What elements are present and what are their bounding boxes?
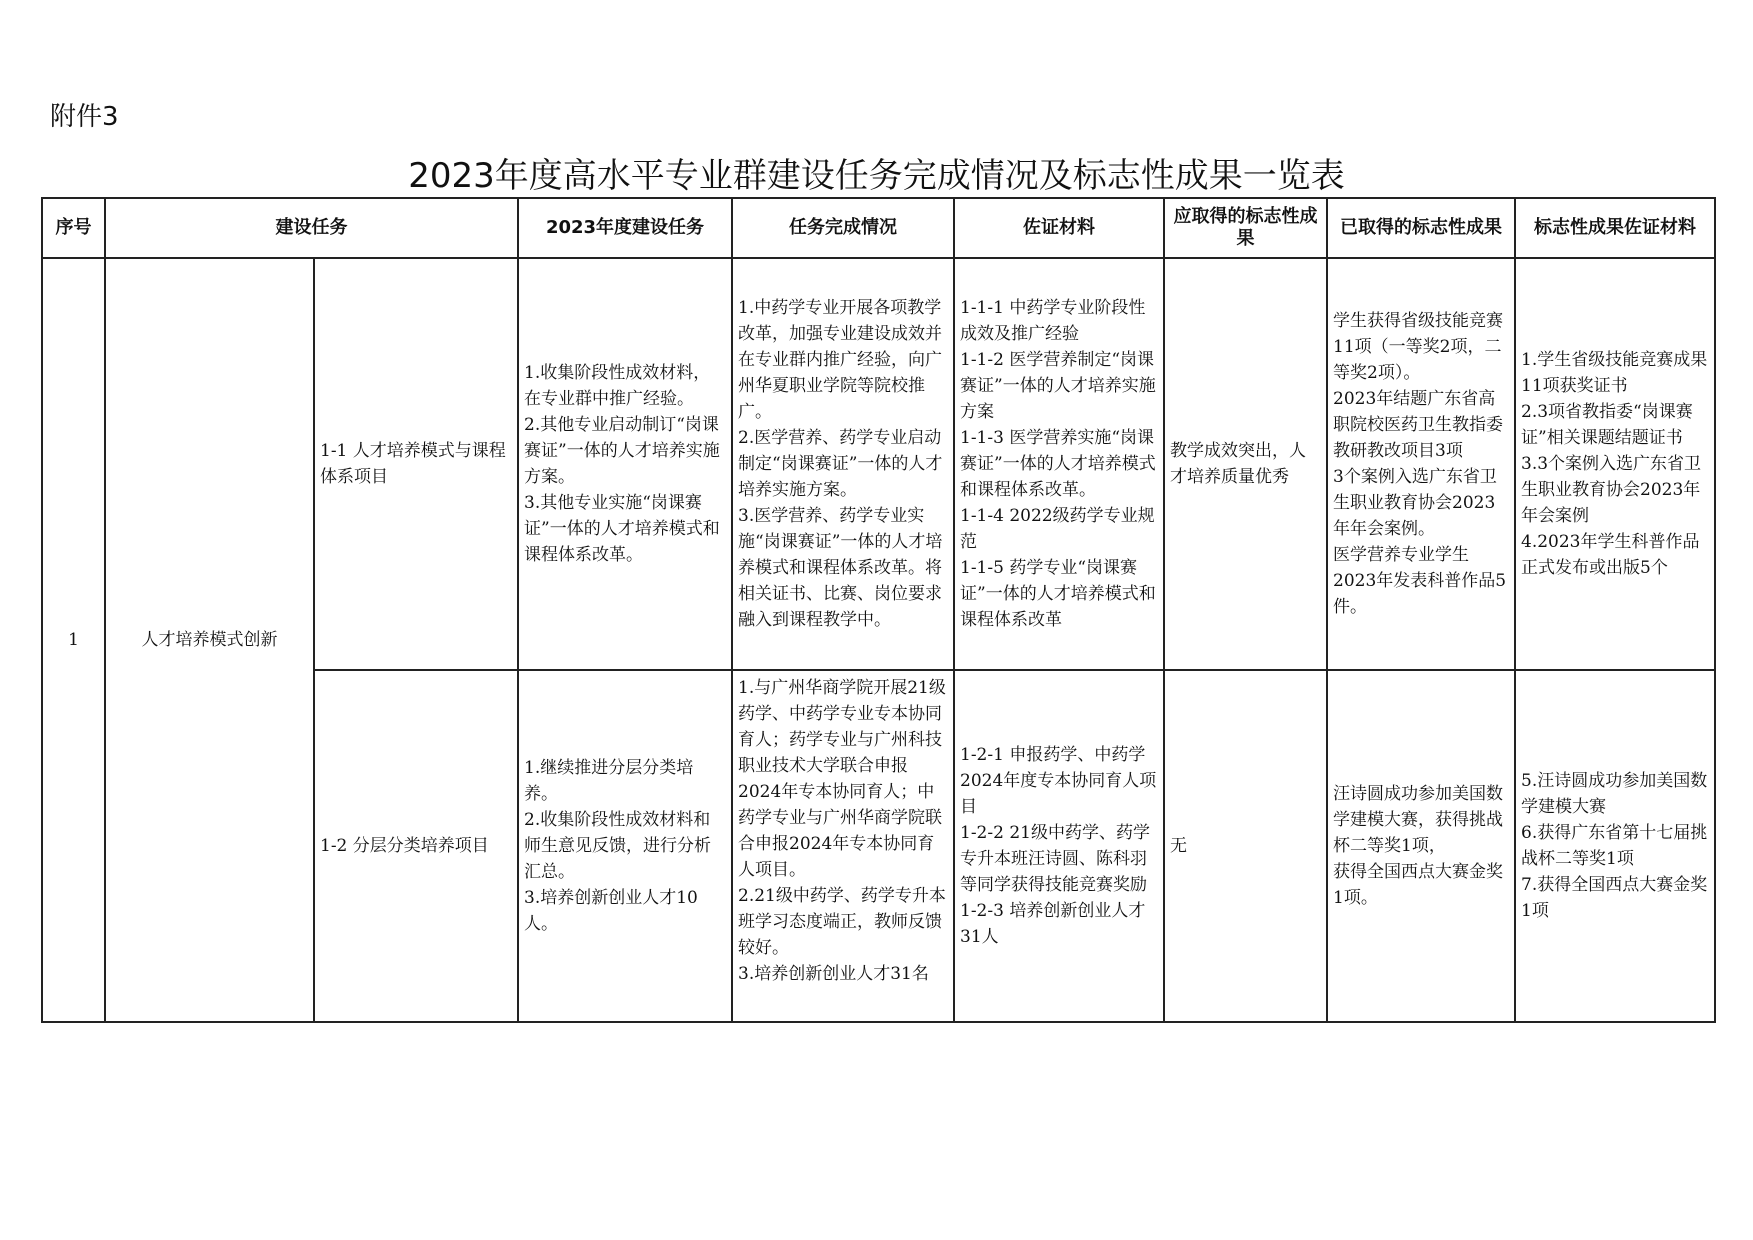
task2023-cell: 1.继续推进分层分类培养。 2.收集阶段性成效材料和师生意见反馈，进行分析汇总。 3.培养创新创业人才10人。 — [518, 670, 732, 1022]
header-seq: 序号 — [42, 198, 105, 258]
table-header-row — [42, 198, 1715, 258]
expected-cell: 无 — [1164, 670, 1327, 1022]
completion-text: 1.与广州华商学院开展21级药学、中药学专业专本协同育人；药学专业与广州科技职业技术大学联合申报2024年专本协同育人；中药学专业与广州华商学院联合申报2024年专本协同育人项目。 2.21级中药学、药学专升本班学习态度端正，教师反馈较好。 3.培养创新创业人才31名 — [738, 678, 946, 984]
achieved-evidence-cell: 1.学生省级技能竞赛成果11项获奖证书 2.3项省教指委“岗课赛证”相关课题结题证书 3.3个案例入选广东省卫生职业教育协会2023年年会案例 4.2023年学生科普作品正式发布或出版5个 — [1515, 258, 1715, 670]
evidence-cell: 1-2-1 申报药学、中药学2024年度专本协同育人项目 1-2-2 21级中药学、药学专升本班汪诗圆、陈科羽等同学获得技能竞赛奖励 1-2-3 培养创新创业人才31人 — [954, 670, 1164, 1022]
achieved-evidence-cell: 5.汪诗圆成功参加美国数学建模大赛 6.获得广东省第十七届挑战杯二等奖1项 7.获得全国西点大赛金奖1项 — [1515, 670, 1715, 1022]
table-row — [42, 258, 1715, 670]
achieved-cell: 学生获得省级技能竞赛11项（一等奖2项，二等奖2项）。 2023年结题广东省高职院校医药卫生教指委教研教改项目3项 3个案例入选广东省卫生职业教育协会2023年年会案例。 医学营养专业学生2023年发表科普作品5件。 — [1327, 258, 1515, 670]
subtask-cell: 1-2 分层分类培养项目 — [314, 670, 518, 1022]
task2023-cell: 1.收集阶段性成效材料，在专业群中推广经验。 2.其他专业启动制订“岗课赛证”一体的人才培养实施方案。 3.其他专业实施“岗课赛证”一体的人才培养模式和课程体系改革。 — [518, 258, 732, 670]
evidence-cell: 1-1-1 中药学专业阶段性成效及推广经验 1-1-2 医学营养制定“岗课赛证”一体的人才培养实施方案 1-1-3 医学营养实施“岗课赛证”一体的人才培养模式和课程体系改革。 1-1-4 2022级药学专业规范 1-1-5 药学专业“岗课赛证”一体的人才培养模式和课程体系改革 — [954, 258, 1164, 670]
category-cell: 人才培养模式创新 — [105, 258, 314, 1022]
header-task: 建设任务 — [105, 198, 518, 258]
seq-cell: 1 — [42, 258, 105, 1022]
header-task2023: 2023年度建设任务 — [518, 198, 732, 258]
header-achieved-evidence: 标志性成果佐证材料 — [1515, 198, 1715, 258]
header-evidence: 佐证材料 — [954, 198, 1164, 258]
header-completion: 任务完成情况 — [732, 198, 954, 258]
subtask-cell: 1-1 人才培养模式与课程体系项目 — [314, 258, 518, 670]
achieved-cell: 汪诗圆成功参加美国数学建模大赛，获得挑战杯二等奖1项， 获得全国西点大赛金奖1项。 — [1327, 670, 1515, 1022]
attachment-label: 附件3 — [50, 102, 119, 132]
header-expected: 应取得的标志性成果 — [1164, 198, 1327, 258]
completion-cell — [732, 670, 954, 1022]
header-achieved: 已取得的标志性成果 — [1327, 198, 1515, 258]
completion-cell: 1.中药学专业开展各项教学改革，加强专业建设成效并在专业群内推广经验，向广州华夏职业学院等院校推广。 2.医学营养、药学专业启动制定“岗课赛证”一体的人才培养实施方案。 3.医学营养、药学专业实施“岗课赛证”一体的人才培养模式和课程体系改革。将相关证书、比赛、岗位要求融入到课程教学中。 — [732, 258, 954, 670]
document-title: 2023年度高水平专业群建设任务完成情况及标志性成果一览表 — [408, 156, 1345, 196]
expected-cell: 教学成效突出，人才培养质量优秀 — [1164, 258, 1327, 670]
achievement-table — [41, 197, 1716, 1023]
